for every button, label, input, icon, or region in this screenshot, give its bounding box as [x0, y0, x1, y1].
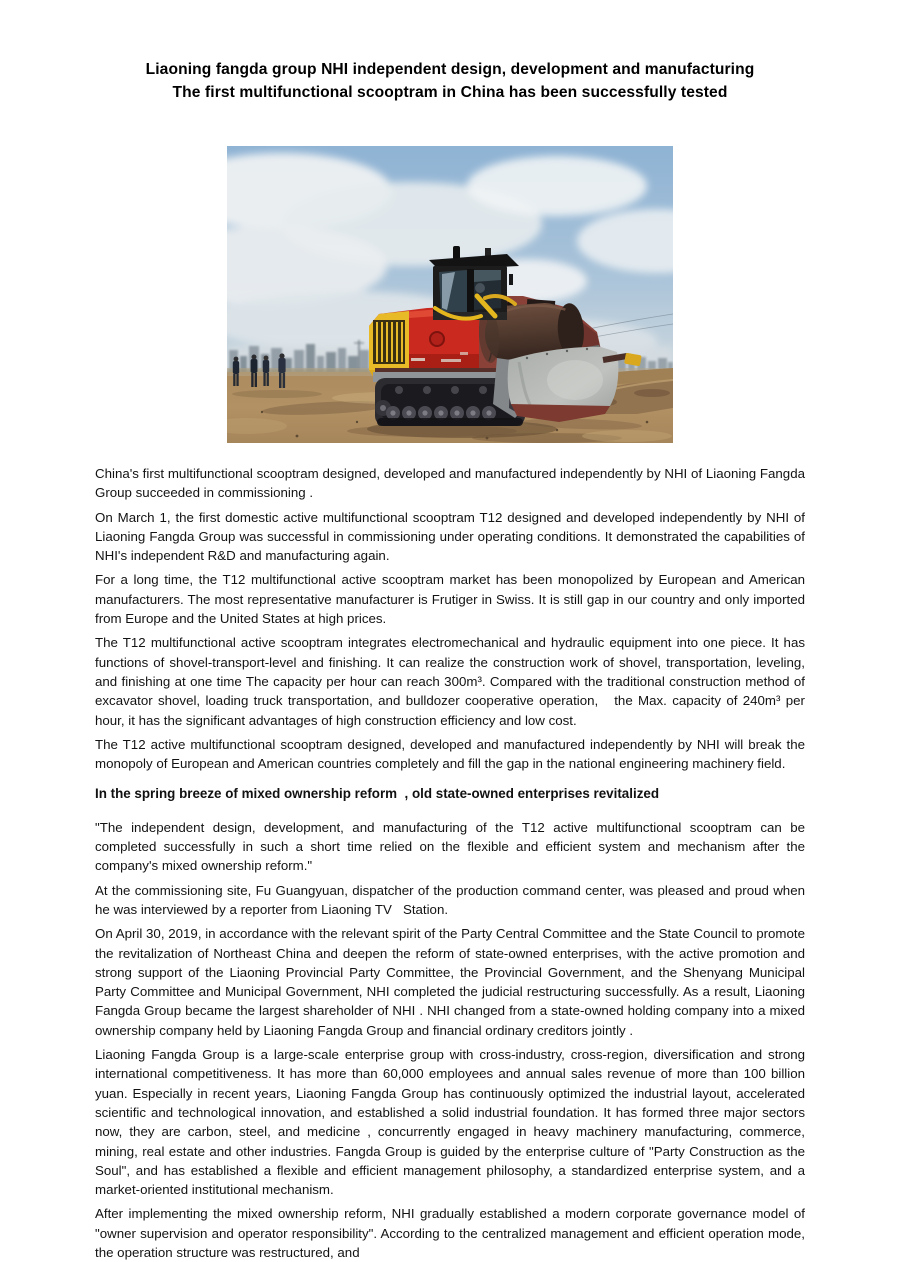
paragraph: Liaoning Fangda Group is a large-scale enterprise group with cross-industry, cross-region, diversification and strong international competitiveness. It has more than 60,000 employees and annual sales revenue of more than 100 billion yuan. Especially in recent years, Liaoning Fangda Group has continuously optimized the industrial layout, accelerated scientific and technological innovation, and established a solid industrial foundation. It has formed three major sectors now, they are carbon, steel, and medicine , concurrently engaged in heavy machinery manufacturing, commerce, mining, real estate and other industries. Fangda Group is guided by the enterprise culture of "Party Construction as the Soul", and has established a flexible and efficient management philosophy, a standardized enterprise system, and a market-oriented institutional mechanism. [95, 1047, 805, 1198]
paragraph: For a long time, the T12 multifunctional active scooptram market has been monopolized by European and American manufacturers. The most representative manufacturer is Frutiger in Swiss. It is still gap in our country and only imported from Europe and the United States at high prices. [95, 572, 805, 627]
article-page [95, 0, 805, 1262]
paragraph: At the commissioning site, Fu Guangyuan, dispatcher of the production command center, was pleased and proud when he was interviewed by a reporter from Liaoning TV Station. [95, 882, 805, 917]
section-subheading: In the spring breeze of mixed ownership reform , old state-owned enterprises revitalized [95, 786, 660, 802]
paragraph: On April 30, 2019, in accordance with the relevant spirit of the Party Central Committee and the State Council to promote the revitalization of Northeast China and deepen the reform of state-owned enterprises, with the active promotion and strong support of the Liaoning Provincial Party Committee, the Provincial Government, and the Shenyang Municipal Party Committee and Municipal Government, NHI completed the judicial restructuring successfully. As a result, Liaoning Fangda Group became the largest shareholder of NHI . NHI changed from a state-owned holding company into a mixed ownership company held by Liaoning Fangda Group and financial ordinary creditors jointly . [95, 926, 805, 1038]
title-line-2: The first multifunctional scooptram in China has been successfully tested [172, 84, 728, 101]
paragraph: After implementing the mixed ownership reform, NHI gradually established a modern corporate governance model of "owner supervision and operator responsibility". According to the centralized management and efficient operation mode, the operation structure was restructured, and [95, 1206, 805, 1260]
paragraph: The T12 active multifunctional scooptram designed, developed and manufactured independently by NHI will break the monopoly of European and American countries completely and fill the gap in the national engineering machinery field. [95, 736, 805, 772]
article-body [95, 464, 805, 1262]
mirror [509, 274, 513, 285]
machine-photo-graphic [227, 146, 673, 443]
paragraph: "The independent design, development, and manufacturing of the T12 active multifunctional scooptram can be completed successfully in such a short time relied on the flexible and efficient system and mechanism after the company's mixed ownership reform." [95, 819, 805, 874]
paragraph: The T12 multifunctional active scooptram integrates electromechanical and hydraulic equipment into one piece. It has functions of shovel-transport-level and finishing. It can realize the construction work of shovel, transportation, leveling, and finishing at one time The capacity per hour can reach 300m³. Compared with the traditional construction method of excavator shovel, loading truck transportation, and bulldozer cooperative operation, the Max. capacity of 240m³ per hour, it has the significant advantages of high construction efficiency and low cost. [95, 635, 805, 728]
paragraph: On March 1, the first domestic active multifunctional scooptram T12 designed and developed independently by NHI of Liaoning Fangda Group was successful in commissioning under operating conditions. It demonstrated the capabilities of NHI's independent R&D and manufacturing again. [95, 509, 805, 564]
operator [475, 283, 485, 293]
title-line-1: Liaoning fangda group NHI independent design, development and manufacturing [145, 61, 755, 78]
page-title [95, 0, 805, 104]
machine-photo [227, 146, 673, 443]
paragraph: China's first multifunctional scooptram designed, developed and manufactured independently by NHI of Liaoning Fangda Group succeeded in commissioning . [95, 466, 805, 501]
